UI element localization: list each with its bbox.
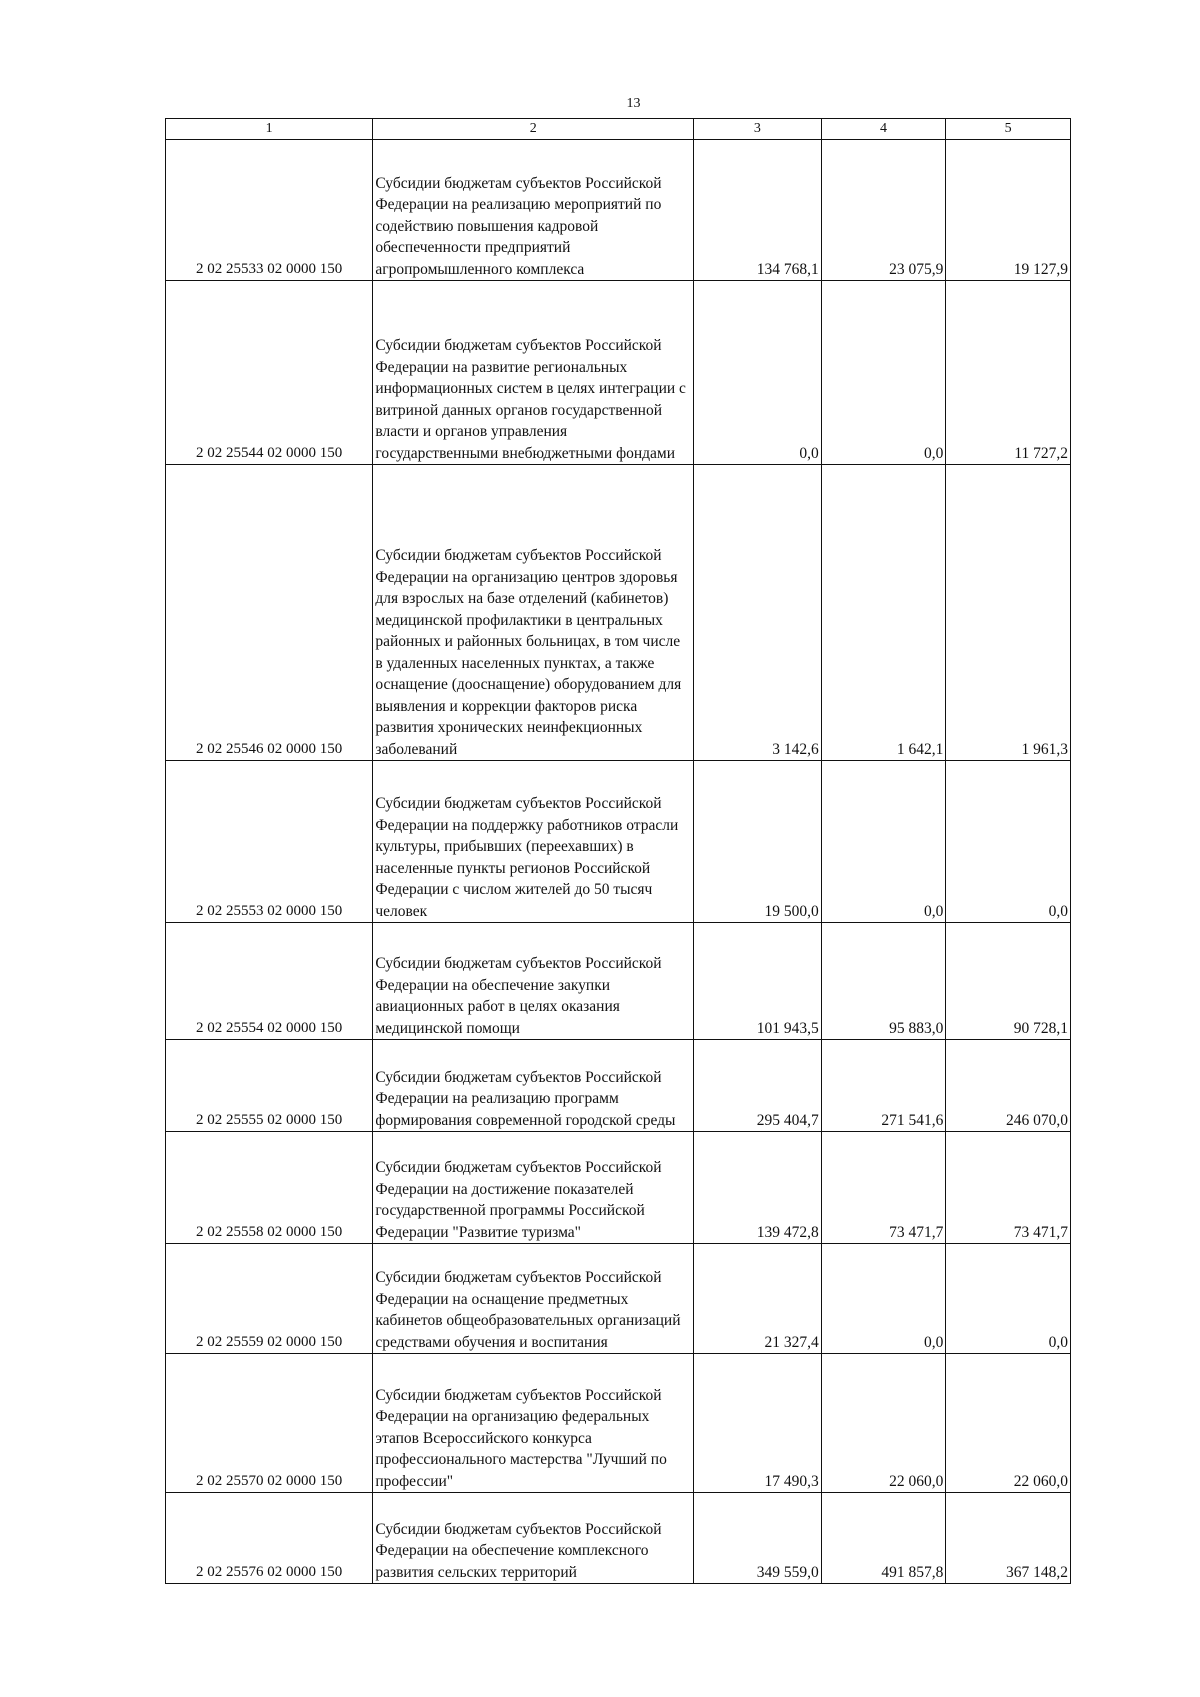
page-number: 13 [626,96,641,111]
subsidy-name: Субсидии бюджетам субъектов Российской Федерации на реализацию программ формирования современной городской среды [373,1040,694,1132]
subsidy-name: Субсидии бюджетам субъектов Российской Федерации на развитие региональных информационных систем в целях интеграции с витриной данных органов государственной власти и органов управления государственными внебюджетными фондами [373,281,694,465]
column-header: 3 [694,119,822,140]
value-col4: 0,0 [821,281,946,465]
value-col3: 101 943,5 [694,923,822,1040]
budget-code: 2 02 25546 02 0000 150 [166,465,373,761]
table-row [166,923,1071,1040]
value-col3: 0,0 [694,281,822,465]
budget-code: 2 02 25544 02 0000 150 [166,281,373,465]
table-row [166,1493,1071,1584]
budget-code: 2 02 25533 02 0000 150 [166,140,373,281]
table-row [166,465,1071,761]
value-col5: 22 060,0 [946,1354,1071,1493]
value-col5: 19 127,9 [946,140,1071,281]
table-row [166,761,1071,923]
subsidy-name: Субсидии бюджетам субъектов Российской Федерации на реализацию мероприятий по содействию повышения кадровой обеспеченности предприятий агропромышленного комплекса [373,140,694,281]
value-col3: 19 500,0 [694,761,822,923]
value-col4: 271 541,6 [821,1040,946,1132]
value-col5: 73 471,7 [946,1132,1071,1244]
table-row [166,281,1071,465]
budget-code: 2 02 25576 02 0000 150 [166,1493,373,1584]
subsidy-name: Субсидии бюджетам субъектов Российской Федерации на организацию центров здоровья для взрослых на базе отделений (кабинетов) медицинской профилактики в центральных районных и районных больницах, в том числе в удаленных населенных пунктах, а также оснащение (дооснащение) оборудованием для выявления и коррекции факторов риска развития хронических неинфекционных заболеваний [373,465,694,761]
column-header: 1 [166,119,373,140]
value-col5: 11 727,2 [946,281,1071,465]
budget-code: 2 02 25553 02 0000 150 [166,761,373,923]
subsidy-name: Субсидии бюджетам субъектов Российской Федерации на поддержку работников отрасли культуры, прибывших (переехавших) в населенные пункты регионов Российской Федерации с числом жителей до 50 тысяч человек [373,761,694,923]
value-col4: 0,0 [821,761,946,923]
value-col3: 139 472,8 [694,1132,822,1244]
subsidy-name: Субсидии бюджетам субъектов Российской Федерации на обеспечение закупки авиационных работ в целях оказания медицинской помощи [373,923,694,1040]
value-col3: 349 559,0 [694,1493,822,1584]
value-col4: 23 075,9 [821,140,946,281]
value-col4: 73 471,7 [821,1132,946,1244]
column-header: 4 [821,119,946,140]
value-col5: 0,0 [946,761,1071,923]
budget-code: 2 02 25570 02 0000 150 [166,1354,373,1493]
value-col4: 95 883,0 [821,923,946,1040]
budget-code: 2 02 25558 02 0000 150 [166,1132,373,1244]
value-col3: 134 768,1 [694,140,822,281]
value-col3: 17 490,3 [694,1354,822,1493]
subsidy-name: Субсидии бюджетам субъектов Российской Федерации на обеспечение комплексного развития сельских территорий [373,1493,694,1584]
budget-code: 2 02 25554 02 0000 150 [166,923,373,1040]
value-col4: 491 857,8 [821,1493,946,1584]
value-col5: 246 070,0 [946,1040,1071,1132]
value-col4: 0,0 [821,1244,946,1354]
table-header-row [166,119,1071,140]
budget-code: 2 02 25555 02 0000 150 [166,1040,373,1132]
value-col4: 22 060,0 [821,1354,946,1493]
budget-code: 2 02 25559 02 0000 150 [166,1244,373,1354]
value-col5: 90 728,1 [946,923,1071,1040]
subsidy-name: Субсидии бюджетам субъектов Российской Федерации на оснащение предметных кабинетов общеобразовательных организаций средствами обучения и воспитания [373,1244,694,1354]
table-row [166,140,1071,281]
table-row [166,1354,1071,1493]
table-row [166,1244,1071,1354]
column-header: 5 [946,119,1071,140]
value-col5: 1 961,3 [946,465,1071,761]
value-col5: 0,0 [946,1244,1071,1354]
table-row [166,1040,1071,1132]
value-col5: 367 148,2 [946,1493,1071,1584]
value-col3: 295 404,7 [694,1040,822,1132]
value-col3: 3 142,6 [694,465,822,761]
subsidy-name: Субсидии бюджетам субъектов Российской Федерации на организацию федеральных этапов Всероссийского конкурса профессионального мастерства "Лучший по профессии" [373,1354,694,1493]
subsidy-name: Субсидии бюджетам субъектов Российской Федерации на достижение показателей государственной программы Российской Федерации "Развитие туризма" [373,1132,694,1244]
column-header: 2 [373,119,694,140]
table-row [166,1132,1071,1244]
subsidies-table [165,118,1071,1584]
value-col3: 21 327,4 [694,1244,822,1354]
value-col4: 1 642,1 [821,465,946,761]
